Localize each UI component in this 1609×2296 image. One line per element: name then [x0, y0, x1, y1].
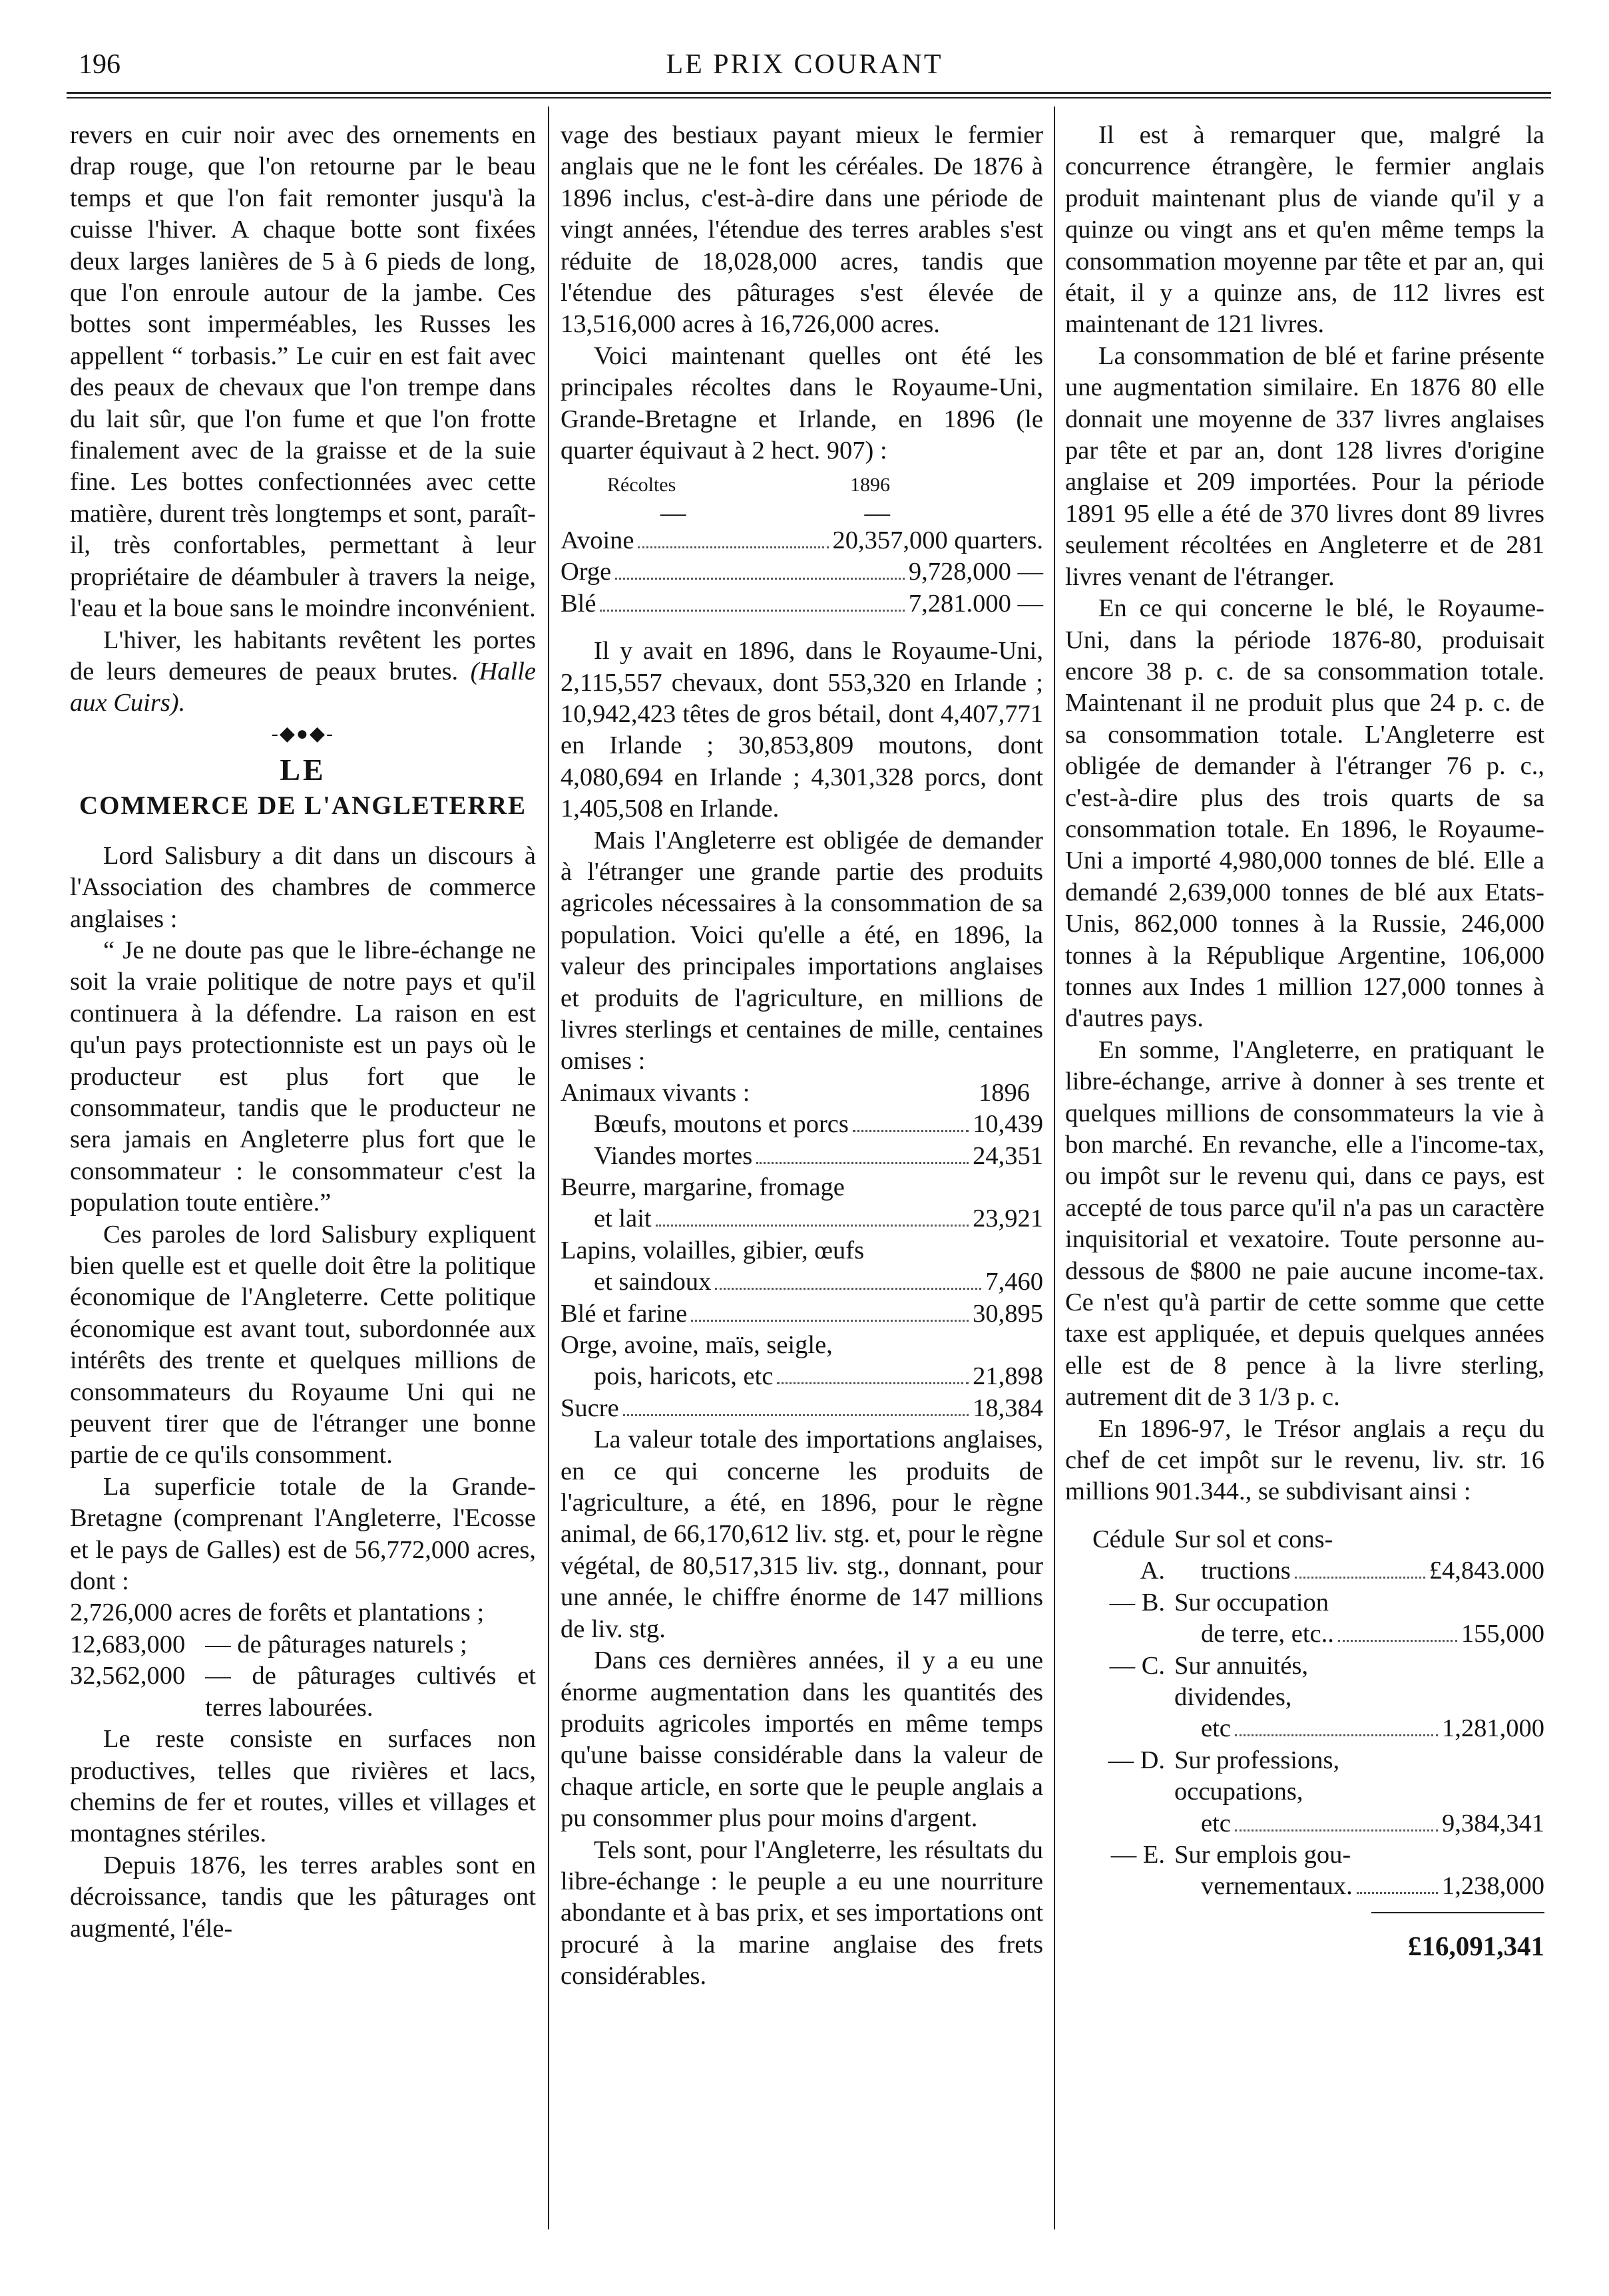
schedule-desc: etc — [1201, 1714, 1231, 1743]
header-rule-thin — [67, 97, 1551, 98]
dot-leader — [600, 610, 904, 612]
article-title-article: LE — [280, 752, 326, 787]
schedule-prefix: — C. — [1109, 1651, 1165, 1680]
page-number: 196 — [79, 49, 120, 80]
column-3 — [1065, 120, 1544, 1962]
dot-leader — [1357, 1892, 1438, 1894]
imports-value: 23,921 — [973, 1205, 1043, 1233]
schedule-prefix: — E. — [1110, 1840, 1165, 1869]
imports-header-year: 1896 — [979, 1078, 1030, 1107]
imports-row — [561, 1330, 1043, 1361]
area-line — [70, 1660, 536, 1724]
paragraph: Mais l'Angleterre est obligée de demander à l'étranger une grande partie des produits agricoles nécessaires à la consommation de sa population. Voici qu'elle a été, en 1896, la valeur des principales importations anglaises et produits de l'agriculture, en millions de livres sterlings et centaines de mille, centaines omises : — [561, 826, 1043, 1075]
dot-leader — [853, 1130, 969, 1132]
imports-label: Beurre, margarine, fromage — [561, 1173, 845, 1201]
imports-table-header — [561, 1077, 1043, 1109]
harvest-table-dashes — [561, 498, 1043, 527]
schedule-last-line — [1174, 1555, 1544, 1587]
tax-schedule — [1065, 1524, 1544, 1903]
imports-value: 30,895 — [973, 1299, 1043, 1328]
paragraph: La superficie totale de la Grande-Bretagne (comprenant l'Angleterre, l'Ecosse et le pays de Galles) est de 56,772,000 acres, dont : — [70, 1472, 536, 1596]
harvest-table — [561, 525, 1043, 620]
running-title: LE PRIX COURANT — [666, 49, 943, 80]
schedule-desc: Sur sol et cons- — [1174, 1525, 1333, 1553]
area-line: 2,726,000 acres de forêts et plantations ; — [70, 1599, 485, 1627]
schedule-item — [1065, 1587, 1544, 1650]
imports-label: pois, haricots, etc — [594, 1362, 774, 1391]
imports-row — [561, 1361, 1043, 1392]
imports-header-label: Animaux vivants : — [561, 1078, 750, 1107]
harvest-row — [561, 525, 1043, 556]
imports-value: 10,439 — [973, 1110, 1043, 1139]
area-number: 32,562,000 — [70, 1662, 186, 1690]
schedule-desc: etc — [1201, 1809, 1231, 1837]
schedule-last-line — [1174, 1808, 1544, 1839]
paragraph: En somme, l'Angleterre, en pratiquant le libre-échange, arrive à donner à ses trente et quelques millions de consommateurs la vie à bon marché. En revanche, elle a l'income-tax, ou impôt sur le revenu qui, dans ce pays, est accepté de tous parce qu'il n'a pas un caractère inquisitorial et vexatoire. Toute personne au-dessous de $800 ne paie aucune income-tax. Ce n'est qu'à partir de cette somme que cette taxe est appliquée, et depuis quelques années elle est de 8 pence à la livre sterling, autrement dit de 3 1/3 p. c. — [1065, 1036, 1544, 1412]
schedule-value: 155,000 — [1461, 1620, 1544, 1648]
dash: — — [660, 498, 686, 527]
schedule-last-line — [1174, 1871, 1544, 1902]
schedule-body — [1174, 1839, 1544, 1903]
dot-leader — [615, 578, 905, 580]
column-2 — [561, 120, 1043, 1993]
paragraph: La consommation de blé et farine présente une augmentation similaire. En 1876 80 elle donnait une moyenne de 337 livres anglaises par tête et par an, dont 128 livres d'origine anglaise et 209 importées. Pour la période 1891 95 elle a été de 370 livres dont 89 livres seulement récoltées en Angleterre et de 281 livres venant de l'étranger. — [1065, 341, 1544, 591]
dot-leader — [656, 1225, 969, 1227]
schedule-body — [1174, 1745, 1544, 1839]
harvest-label: Blé — [561, 589, 596, 618]
tax-total: £16,091,341 — [1408, 1930, 1544, 1961]
imports-label: Blé et farine — [561, 1299, 688, 1328]
imports-row — [561, 1266, 1043, 1298]
schedule-prefix: — B. — [1109, 1588, 1165, 1617]
dot-leader — [777, 1382, 969, 1384]
harvest-label: Avoine — [561, 526, 634, 554]
imports-table — [561, 1109, 1043, 1424]
imports-label: Lapins, volailles, gibier, œufs — [561, 1236, 865, 1264]
schedule-value: £4,843.000 — [1429, 1557, 1544, 1585]
dot-leader — [715, 1288, 981, 1290]
imports-label: Sucre — [561, 1394, 619, 1422]
harvest-value: 20,357,000 quarters. — [832, 526, 1043, 554]
schedule-desc: Sur occupation — [1174, 1588, 1329, 1617]
schedule-desc: occupations, — [1174, 1778, 1303, 1806]
ornament-divider: -◆●◆- — [271, 722, 335, 745]
imports-value: 7,460 — [985, 1268, 1043, 1296]
paragraph: Depuis 1876, les terres arables sont en décroissance, tandis que les pâturages ont augmenté, l'éle- — [70, 1851, 536, 1943]
total-rule — [1371, 1912, 1544, 1913]
paragraph: revers en cuir noir avec des ornements en drap rouge, que l'on retourne par le beau temps et que l'on fait remonter jusqu'à la cuisse l'hiver. A chaque botte sont fixées deux larges lanières de 5 à 6 pieds de long, que l'on enroule autour de la jambe. Ces bottes sont imperméables, les Russes les appellent “ torbasis.” Le cuir en est fait avec des peaux de chevaux que l'on trempe dans du lait sûr, que l'on fume et que l'on frotte finalement avec de la graisse et de la suie fine. Les bottes confectionnées avec cette matière, durent très longtemps et sont, paraît-il, très confortables, permettant à leur propriétaire de déambuler à travers la neige, l'eau et la boue sans le moindre inconvénient. — [70, 121, 536, 623]
harvest-row — [561, 588, 1043, 620]
dot-leader — [1338, 1640, 1457, 1642]
header-rule — [67, 92, 1551, 94]
paragraph: En ce qui concerne le blé, le Royaume-Uni, dans la période 1876-80, produisait encore 38 p. c. de sa consommation totale. Maintenant il ne produit plus que 24 p. c. de sa consommation totale. L'Angleterre est obligée de demander à l'étranger 76 p. c., c'est-à-dire plus des trois quarts de sa consommation totale. En 1896, le Royaume-Uni a importé 4,980,000 tonnes de blé. Elle a demandé 2,639,000 tonnes de blé aux Etats-Unis, 862,000 tonnes à la Russie, 246,000 tonnes à la République Argentine, 106,000 tonnes aux Indes 1 million 127,000 tonnes à d'autres pays. — [1065, 594, 1544, 1033]
imports-row — [561, 1203, 1043, 1235]
schedule-item — [1065, 1745, 1544, 1839]
schedule-value: 1,238,000 — [1442, 1872, 1544, 1901]
harvest-table-header — [561, 467, 1043, 500]
schedule-value: 9,384,341 — [1442, 1809, 1544, 1837]
dot-leader — [1235, 1829, 1438, 1831]
imports-label: Viandes mortes — [594, 1141, 753, 1170]
imports-label: Orge, avoine, maïs, seigle, — [561, 1331, 833, 1360]
schedule-prefix: Cédule A. — [1092, 1525, 1165, 1585]
paragraph: Il est à remarquer que, malgré la concurrence étrangère, le fermier anglais produit maintenant plus de viande qu'il y a quinze ou vingt ans et qu'en même temps la consommation moyenne par tête et par an, qui était, il y a quinze ans, de 112 livres est maintenant de 121 livres. — [1065, 121, 1544, 339]
column-divider — [1054, 106, 1055, 2229]
paragraph: Ces paroles de lord Salisbury expliquent bien quelle est et quelle doit être la politique économique de l'Angleterre. Cette politique économique est avant tout, subordonnée aux intérêts des trente et quelques millions de consommateurs du Royaume Uni qui ne peuvent tirer que de l'étranger une bonne partie de ce qu'ils consomment. — [70, 1220, 536, 1469]
schedule-desc: Sur annuités, — [1174, 1651, 1309, 1680]
schedule-last-line — [1174, 1619, 1544, 1650]
source-citation: (Halle aux Cuirs). — [70, 657, 537, 717]
paragraph: En 1896-97, le Trésor anglais a reçu du chef de cet impôt sur le revenu, liv. str. 16 millions 901.344., se subdivisant ainsi : — [1065, 1414, 1544, 1506]
area-text: — de pâturages cultivés et terres labourées. — [205, 1662, 536, 1722]
harvest-value: 9,728,000 — — [908, 558, 1043, 586]
imports-row — [561, 1235, 1043, 1266]
imports-row — [561, 1141, 1043, 1172]
imports-label: Bœufs, moutons et porcs — [594, 1110, 849, 1139]
schedule-last-line — [1174, 1713, 1544, 1744]
imports-row — [561, 1298, 1043, 1330]
area-number: 12,683,000 — [70, 1630, 186, 1658]
article-title: COMMERCE DE L'ANGLETERRE — [79, 791, 527, 820]
paragraph: Le reste consiste en surfaces non productives, telles que rivières et lacs, chemins de fer et routes, villes et villages et montagnes stériles. — [70, 1725, 536, 1848]
imports-value: 21,898 — [973, 1362, 1043, 1391]
schedule-body — [1174, 1524, 1544, 1587]
column-divider — [548, 106, 549, 2229]
paragraph: La valeur totale des importations anglaises, en ce qui concerne les produits de l'agriculture, a été, en 1896, pour le règne animal, de 66,170,612 liv. stg. et, pour le règne végétal, de 80,517,315 liv. stg., donnant, pour une année, le chiffre énorme de 147 millions de liv. stg. — [561, 1426, 1043, 1643]
schedule-prefix: — D. — [1108, 1746, 1165, 1774]
paragraph: Tels sont, pour l'Angleterre, les résultats du libre-échange : le peuple a eu une nourriture abondante et à bas prix, et ses importations ont procuré à la marine anglaise des frets considérables. — [561, 1835, 1043, 1991]
schedule-body — [1174, 1587, 1544, 1650]
schedule-desc: dividendes, — [1174, 1682, 1292, 1711]
paragraph: Voici maintenant quelles ont été les principales récoltes dans le Royaume-Uni, Grande-Bretagne et Irlande, en 1896 (le quarter équivaut à 2 hect. 907) : — [561, 341, 1043, 465]
imports-row — [561, 1172, 1043, 1203]
schedule-desc: tructions — [1201, 1557, 1291, 1585]
schedule-desc: Sur professions, — [1174, 1746, 1340, 1774]
paragraph: Il y avait en 1896, dans le Royaume-Uni, 2,115,557 chevaux, dont 553,320 en Irlande ; 10,942,423 têtes de gros bétail, dont 4,407,771 en Irlande ; 30,853,809 moutons, dont 4,080,694 en Irlande ; 4,301,328 porcs, dont 1,405,508 en Irlande. — [561, 637, 1043, 823]
area-line — [70, 1629, 536, 1660]
schedule-desc: Sur emplois gou- — [1174, 1840, 1351, 1869]
schedule-item — [1065, 1524, 1544, 1587]
dot-leader — [691, 1320, 969, 1322]
schedule-item — [1065, 1839, 1544, 1903]
area-text: — de pâturages naturels ; — [205, 1630, 467, 1658]
paragraph — [70, 625, 536, 719]
schedule-desc: vernementaux. — [1201, 1872, 1353, 1901]
imports-row — [561, 1109, 1043, 1140]
dot-leader — [1295, 1577, 1425, 1579]
imports-value: 18,384 — [973, 1394, 1043, 1422]
harvest-header-label: Récoltes — [607, 474, 676, 496]
quotation: “ Je ne doute pas que le libre-échange ne soit la vraie politique de notre pays et qu'il continuera à la défendre. La raison en est qu'un pays protectionniste est un pays où le producteur est plus fort que le consommateur, tandis que le producteur ne sera jamais en Angleterre plus fort que le consommateur : le consommateur c'est la population toute entière.” — [70, 936, 536, 1217]
harvest-value: 7,281.000 — — [908, 589, 1043, 618]
imports-value: 24,351 — [973, 1141, 1043, 1170]
imports-label: et saindoux — [594, 1268, 712, 1296]
harvest-label: Orge — [561, 558, 612, 586]
schedule-value: 1,281,000 — [1442, 1714, 1544, 1743]
harvest-row — [561, 556, 1043, 588]
dot-leader — [623, 1414, 969, 1416]
schedule-desc: de terre, etc.. — [1201, 1620, 1334, 1648]
schedule-body — [1174, 1650, 1544, 1745]
dot-leader — [1235, 1734, 1438, 1736]
paragraph: Lord Salisbury a dit dans un discours à l'Association des chambres de commerce anglaises : — [70, 841, 536, 933]
paragraph-text: L'hiver, les habitants revêtent les portes de leurs demeures de peaux brutes. — [70, 626, 536, 685]
schedule-item — [1065, 1650, 1544, 1745]
imports-row — [561, 1393, 1043, 1424]
imports-label: et lait — [594, 1205, 652, 1233]
harvest-header-year: 1896 — [850, 474, 890, 496]
column-1 — [70, 120, 536, 1945]
paragraph: Dans ces dernières années, il y a eu une énorme augmentation dans les quantités des produits agricoles importés en même temps qu'une baisse considérable dans la valeur de chaque article, en sorte que le peuple anglais a pu consommer plus pour moins d'argent. — [561, 1646, 1043, 1833]
dot-leader — [756, 1162, 969, 1164]
dot-leader — [638, 546, 828, 548]
dash: — — [864, 498, 890, 527]
paragraph: vage des bestiaux payant mieux le fermier anglais que ne le font les céréales. De 1876 à 1896 inclus, c'est-à-dire dans une période de vingt années, l'étendue des terres arables s'est réduite de 18,028,000 acres, tandis que l'étendue des pâturages s'est élevée de 13,516,000 acres à 16,726,000 acres. — [561, 121, 1043, 339]
